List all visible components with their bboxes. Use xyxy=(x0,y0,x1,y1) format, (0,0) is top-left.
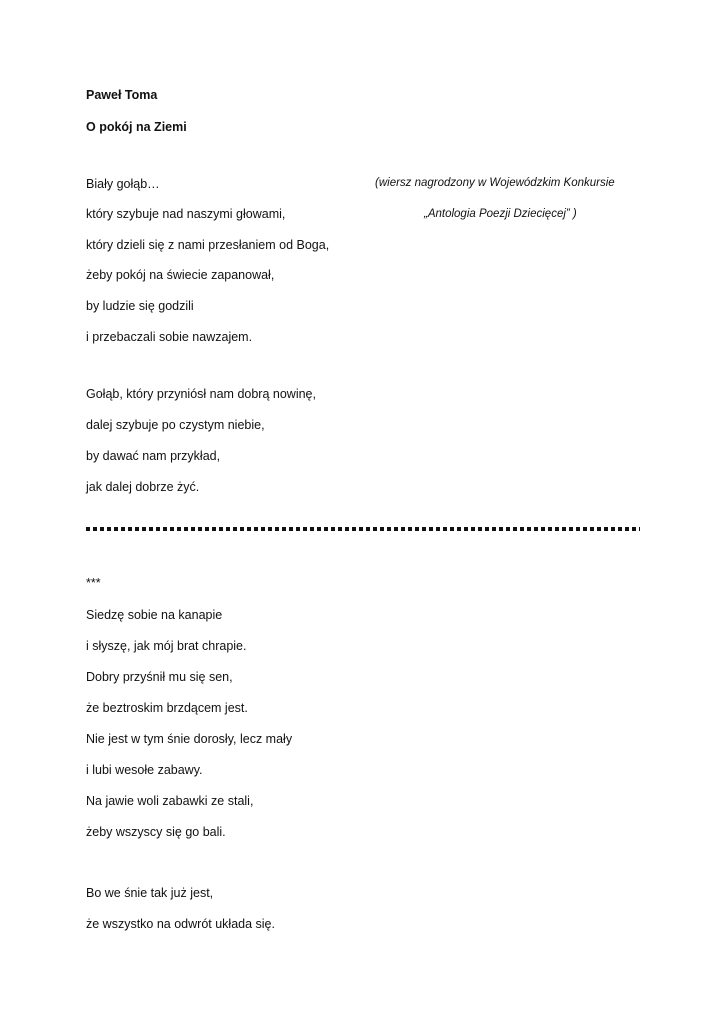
poem2-line: że wszystko na odwrót układa się. xyxy=(86,917,275,931)
poem1-line: dalej szybuje po czystym niebie, xyxy=(86,418,265,432)
award-note-line-2: „Antologia Poezji Dziecięcej” ) xyxy=(424,208,577,220)
poem1-line: który szybuje nad naszymi głowami, xyxy=(86,207,286,221)
poem1-line: jak dalej dobrze żyć. xyxy=(86,480,200,494)
poem2-line: i słyszę, jak mój brat chrapie. xyxy=(86,639,247,653)
poem2-line: żeby wszyscy się go bali. xyxy=(86,825,226,839)
poem2-line: i lubi wesołe zabawy. xyxy=(86,763,203,777)
poem2-line: Siedzę sobie na kanapie xyxy=(86,608,223,622)
poem1-line: Biały gołąb… xyxy=(86,177,160,191)
poem1-line: by dawać nam przykład, xyxy=(86,449,221,463)
poem-title: O pokój na Ziemi xyxy=(86,120,187,134)
poem1-line: Gołąb, który przyniósł nam dobrą nowinę, xyxy=(86,387,316,401)
poem2-line: Na jawie woli zabawki ze stali, xyxy=(86,794,254,808)
poem1-line: i przebaczali sobie nawzajem. xyxy=(86,330,253,344)
award-note-line-1: (wiersz nagrodzony w Wojewódzkim Konkursie xyxy=(375,177,615,189)
poem2-line: Dobry przyśnił mu się sen, xyxy=(86,670,233,684)
poem2-line: że beztroskim brzdącem jest. xyxy=(86,701,248,715)
author-name: Paweł Toma xyxy=(86,88,158,102)
poem1-line: żeby pokój na świecie zapanował, xyxy=(86,268,275,282)
poem2-line: Nie jest w tym śnie dorosły, lecz mały xyxy=(86,732,293,746)
dotted-separator xyxy=(86,527,640,531)
poem2-title: *** xyxy=(86,576,101,590)
poem2-line: Bo we śnie tak już jest, xyxy=(86,886,214,900)
poem1-line: by ludzie się godzili xyxy=(86,299,194,313)
poem1-line: który dzieli się z nami przesłaniem od Boga, xyxy=(86,238,330,252)
